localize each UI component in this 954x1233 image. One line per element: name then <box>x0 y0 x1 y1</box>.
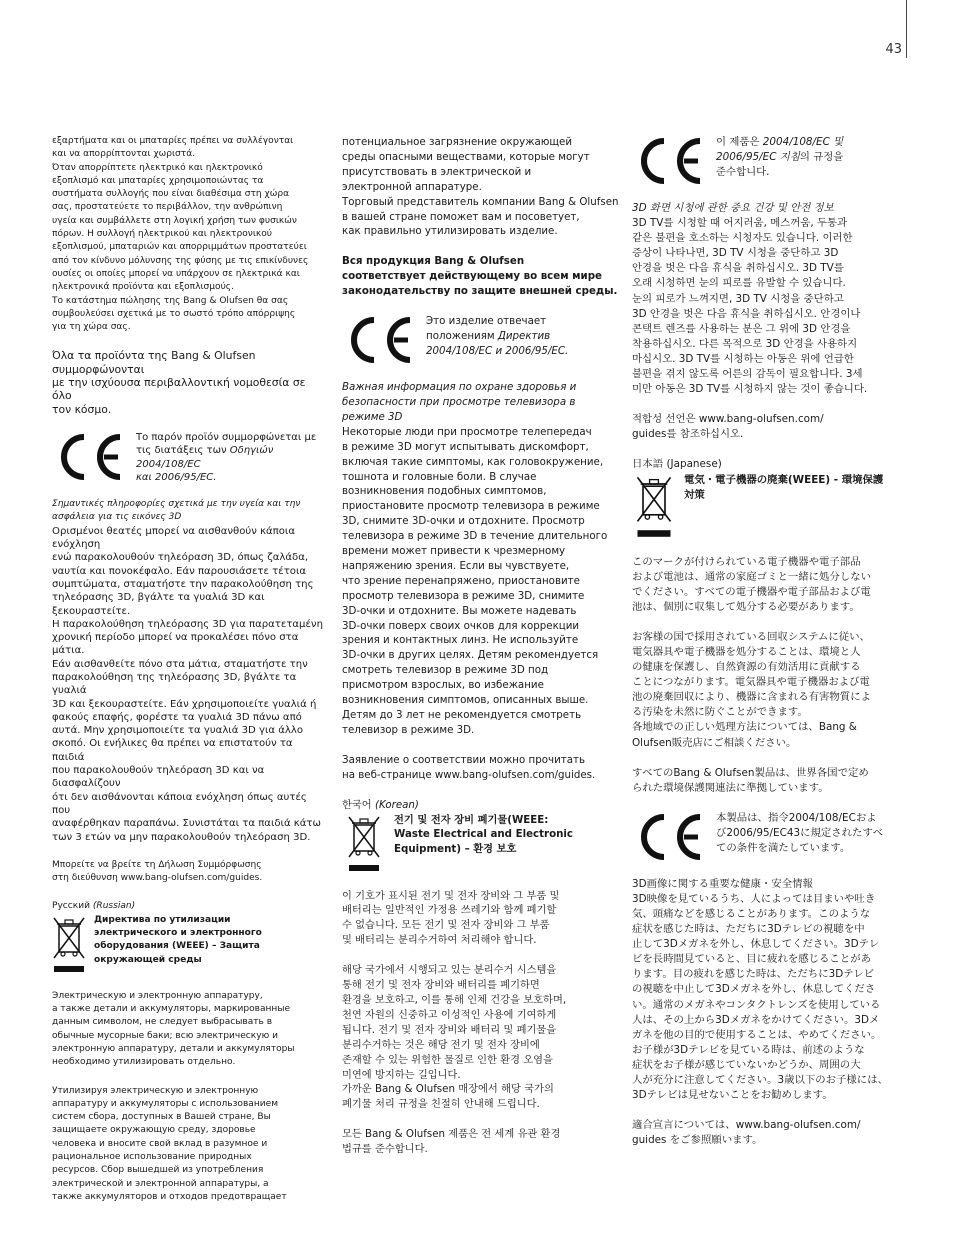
korean-ce-block <box>632 135 910 187</box>
korean-compliance: 모든 Bang & Olufsen 제품은 전 세계 유관 환경 법규를 준수합니다. <box>342 1128 561 1156</box>
russian-weee-paragraph-2b: потенциальное загрязнение окружающей среды опасными веществами, которые могут присутствовать в электрической и электронной аппаратуре. Торговый представитель компании Bang & Olufsen в вашей стране поможет вам и посоветует, как правильно утилизировать изделие. <box>342 136 619 238</box>
russian-health-heading: Важная информация по охране здоровья и безопасности при просмотре телевизора в режиме 3D <box>342 381 577 423</box>
column-2 <box>342 135 619 1172</box>
column-1 <box>52 135 327 1204</box>
japanese-label-native: 日本語 <box>632 458 664 471</box>
russian-label-native: Русский <box>52 901 90 912</box>
crossed-bin-icon <box>342 813 386 873</box>
page-number: 43 <box>885 42 902 57</box>
korean-weee-title: 전기 및 전자 장비 폐기물(WEEE: Waste Electrical and Electronic Equipment) – 환경 보호 <box>394 813 574 856</box>
russian-label-en: (Russian) <box>92 901 136 912</box>
russian-weee-paragraph-1: Электрическую и электронную аппаратуру, а также детали и аккумуляторы, маркированные данным символом, не следует выбрасывать в обычные мусорные баки; всю электрическую и электронную аппаратуру, детали и аккумуляторы необходимо утилизировать отдельно. <box>52 990 295 1068</box>
greek-health-heading: Σημαντικές πληροφορίες σχετικά με την υγεία και την ασφάλεια για τις εικόνες 3D <box>52 499 301 523</box>
japanese-ce-block <box>632 811 910 863</box>
korean-declaration: 적합성 선언은 www.bang-olufsen.com/ guides를 참조하십시오. <box>632 413 824 441</box>
korean-label-en: (Korean) <box>374 798 419 811</box>
ce-mark-icon <box>52 431 126 483</box>
korean-ce-text <box>716 135 910 180</box>
greek-ce-text <box>136 431 327 484</box>
japanese-health-heading: 3D画像に関する重要な健康・安全情報 <box>632 877 813 890</box>
ce-mark-icon <box>632 811 706 863</box>
korean-weee-paragraph-1: 이 기호가 표시된 전기 및 전자 장비와 그 부품 및 배터리는 일반적인 가정용 쓰레기와 함께 폐기할 수 없습니다. 모든 전기 및 전자 장비와 그 부품 및 배터리는 분리수거하여 처리해야 합니다. <box>342 889 560 947</box>
russian-ce-text-a: Это изделие отвечает положениям <box>426 315 547 342</box>
greek-ce-text-b: Οδηγιών 2004/108/EC και 2006/95/EC. <box>136 445 274 483</box>
russian-ce-text <box>426 314 619 359</box>
korean-lang-label <box>342 798 619 813</box>
greek-ce-text-a: Το παρόν προϊόν συμμορφώνεται με τις διατάξεις των <box>136 431 317 457</box>
ce-mark-icon <box>342 314 416 366</box>
japanese-weee-title: 電気・電子機器の廃棄(WEEE) - 環境保護 対策 <box>684 473 884 501</box>
japanese-compliance: すべてのBang & Olufsen製品は、世界各国で定め られた環境保護関連法に準拠しています。 <box>632 766 869 794</box>
russian-ce-text-b: Директив 2004/108/EC и 2006/95/EC. <box>426 329 569 357</box>
japanese-weee-paragraph-2: お客様の国で採用されている回収システムに従い、 電気器具や電子機器を処分することは、環境と人 の健康を保護し、自然資源の有効活用に貢献する ことにつながります。電気器具や電子機器および電 池の廃棄回収により、機器に含まれる有害物質によ る汚染を未然に防ぐことができます。 各地域での正しい処理方法については、Bang & Olufsen販売店にご相談ください。 <box>632 630 871 749</box>
greek-health-body: Ορισμένοι θεατές μπορεί να αισθανθούν κάποια ενόχληση ενώ παρακολουθούν τηλεόραση 3D, όπως ζαλάδα, ναυτία και πονοκέφαλο. Εάν παρουσιάσετε τέτοια συμπτώματα, σταματήστε την παρακολούθηση της τηλεόρασης 3D, βγάλτε τα γυαλιά 3D και ξεκουραστείτε. Η παρακολούθηση τηλεόρασης 3D για παρατεταμένη χρονική περίοδο μπορεί να προκαλέσει πόνο στα μάτια. Εάν αισθανθείτε πόνο στα μάτια, σταματήστε την παρακολούθηση της τηλεόρασης 3D, βγάλτε τα γυαλιά 3D και ξεκουραστείτε. Εάν χρησιμοποιείτε γυαλιά ή φακούς επαφής, φορέστε τα γυαλιά 3D πάνω από αυτά. Μην χρησιμοποιείτε τα γυαλιά 3D για άλλο σκοπό. Οι ενήλικες θα πρέπει να επιστατούν τα παιδιά που παρακολουθούν τηλεόραση 3D και να διασφαλίζουν ότι δεν αισθάνονται κάποια ενόχληση όπως αυτές που αναφέρθηκαν παραπάνω. Συνιστάται τα παιδιά κάτω των 3 ετών να μην παρακολουθούν τηλεόραση 3D. <box>52 525 323 843</box>
column-3 <box>632 135 910 1163</box>
russian-ce-block <box>342 314 619 366</box>
korean-health-body: 3D TV를 시청할 때 어지러움, 메스꺼움, 두통과 같은 불편을 호소하는 시청자도 있습니다. 이러한 증상이 나타나면, 3D TV 시청을 중단하고 3D 안경을 벗은 다음 휴식을 취하십시오. 3D TV를 오래 시청하면 눈의 피로를 유발할 수 있습니다. 눈의 피로가 느껴지면, 3D TV 시청을 중단하고 3D 안경을 벗은 다음 휴식을 취하십시오. 안경이나 콘택트 렌즈를 사용하는 분은 그 위에 3D 안경을 착용하십시오. 다른 목적으로 3D 안경을 사용하지 마십시오. 3D TV를 시청하는 아동은 위에 언급한 불편을 겪지 않도록 어른의 감독이 필요합니다. 3세 미만 아동은 3D TV를 시청하지 않는 것이 좋습니다. <box>632 217 868 396</box>
crossed-bin-icon <box>52 914 86 974</box>
ce-mark-icon <box>632 135 706 187</box>
russian-weee-block <box>52 914 327 974</box>
japanese-health-body: 3D映像を見ているうち、人によっては目まいや吐き 気、頭痛などを感じることがあります。このような 症状を感じた時は、ただちに3Dテレビの視聴を中 止して3Dメガネを外し、休息してください。3Dテレ ビを長時間見ていると、目に疲れを感じることがあ ります。目の疲れを感じた時は、ただちに3Dテレビ の視聴を中止して3Dメガネを外し、休息してくださ い。通常のメガネやコンタクトレンズを使用している 人は、その上から3Dメガネをかけてください。3Dメ ガネを他の目的で使用することは、やめてください。 お子様が3Dテレビを見ている時は、前述のような 症状をお子様が感じていないかどうか、周囲の大 人が充分に注意してください。3歳以下のお子様には、 3Dテレビは見せないことをお勧めします。 <box>632 892 888 1102</box>
japanese-ce-text: 本製品は、指令2004/108/ECおよ び2006/95/EC43に規定されたすべ ての条件を満たしています。 <box>716 811 884 854</box>
russian-weee-title: Директива по утилизации электрического и электронного оборудования (WEEE) – Защита окружающей среды <box>94 914 262 965</box>
korean-health-heading: 3D 화면 시청에 관한 중요 건강 및 안전 정보 <box>632 202 834 214</box>
russian-weee-paragraph-2a: Утилизируя электрическую и электронную аппаратуру и аккумуляторы с использованием систем сбора, доступных в Вашей стране, Вы защищаете окружающую среду, здоровье человека и вносите свой вклад в разумное и рациональное использование природных ресурсов. Сбор вышедшей из употребления электрической и электронной аппаратуры, а также аккумуляторов и отходов предотвращает <box>52 1085 287 1202</box>
russian-lang-label <box>52 900 327 913</box>
japanese-lang-label <box>632 457 910 472</box>
greek-declaration: Μπορείτε να βρείτε τη Δήλωση Συμμόρφωσης στη διεύθυνση www.bang-olufsen.com/guides. <box>52 859 263 884</box>
page-rule <box>906 0 907 58</box>
japanese-weee-paragraph-1: このマークが付けられている電子機器や電子部品 および電池は、通常の家庭ゴミと一緒に処分しない でください。すべての電子機器や電子部品および電 池は、個別に収集して処分する必要があります。 <box>632 555 871 613</box>
greek-ce-block <box>52 431 327 484</box>
korean-label-native: 한국어 <box>342 798 372 811</box>
japanese-declaration: 適合宣言については、www.bang-olufsen.com/ guides をご参照願います。 <box>632 1119 861 1147</box>
korean-ce-text-c: 의 규정을 준수합니다. <box>716 151 844 179</box>
korean-ce-text-a: 이 제품은 <box>716 136 763 148</box>
japanese-weee-block <box>632 473 910 539</box>
greek-compliance: Όλα τα προϊόντα της Bang & Olufsen συμμορφώνονται με την ισχύουσα περιβαλλοντική νομοθεσία σε όλο τον κόσμο. <box>52 349 306 416</box>
russian-health-body: Некоторые люди при просмотре телепередач в режиме 3D могут испытывать дискомфорт, включая такие симптомы, как головокружение, тошнота и головные боли. В случае возникновения подобных симптомов, приостановите просмотр телевизора в режиме 3D, снимите 3D-очки и отдохните. Просмотр телевизора в режиме 3D в течение длительного времени может привести к чрезмерному напряжению зрения. Если вы чувствуете, что зрение перенапряжено, приостановите просмотр телевизора в режиме 3D, снимите 3D-очки и отдохните. Вы можете надевать 3D-очки поверх своих очков для коррекции зрения и контактных линз. Не используйте 3D-очки в других целях. Детям рекомендуется смотреть телевизор в режиме 3D под присмотром взрослых, во избежание возникновения симптомов, описанных выше. Детям до 3 лет не рекомендуется смотреть телевизор в режиме 3D. <box>342 425 608 736</box>
korean-weee-block <box>342 813 619 873</box>
japanese-label-en: (Japanese) <box>666 458 722 471</box>
greek-weee-paragraph: εξαρτήματα και οι μπαταρίες πρέπει να συλλέγονται και να απορρίπτονται χωριστά. Όταν απορρίπτετε ηλεκτρικό και ηλεκτρονικό εξοπλισμό και μπαταρίες χρησιμοποιώντας τα συστήματα συλλογής που είναι διαθέσιμα στη χώρα σας, προστατεύετε το περιβάλλον, την ανθρώπινη υγεία και συμβάλλετε στη λογική χρήση των φυσικών πόρων. Η συλλογή ηλεκτρικού και ηλεκτρονικού εξοπλισμού, μπαταριών και απορριμμάτων προστατεύει από τον κίνδυνο μόλυνσης της φύσης με τις επικίνδυνες ουσίες οι οποίες μπορεί να υπάρχουν σε ηλεκτρικά και ηλεκτρονικά προϊόντα και εξοπλισμούς. Το κατάστημα πώλησης της Bang & Olufsen θα σας συμβουλεύσει σχετικά με το σωστό τρόπο απόρριψης για τη χώρα σας. <box>52 136 309 333</box>
crossed-bin-icon <box>632 473 676 539</box>
russian-compliance: Вся продукция Bang & Olufsen соответствует действующему во всем мире законодательству по защите внешней среды. <box>342 255 618 298</box>
russian-declaration: Заявление о соответствии можно прочитать на веб-странице www.bang-olufsen.com/guides. <box>342 753 596 781</box>
korean-weee-paragraph-2: 해당 국가에서 시행되고 있는 분리수거 시스템을 통해 전기 및 전자 장비와 배터리를 폐기하면 환경을 보호하고, 이를 통해 인체 건강을 보호하며, 천연 자원의 신중하고 이성적인 사용에 기여하게 됩니다. 전기 및 전자 장비와 배터리 및 폐기물을 분리수거하는 것은 해당 전기 및 전자 장비에 존재할 수 있는 위험한 물질로 인한 환경 오염을 미연에 방지하는 길입니다. 가까운 Bang & Olufsen 매장에서 해당 국가의 폐기물 처리 규정을 친절히 안내해 드립니다. <box>342 964 567 1111</box>
korean-ce-text-b: 2004/108/EC 및 2006/95/EC 지침 <box>716 136 844 164</box>
